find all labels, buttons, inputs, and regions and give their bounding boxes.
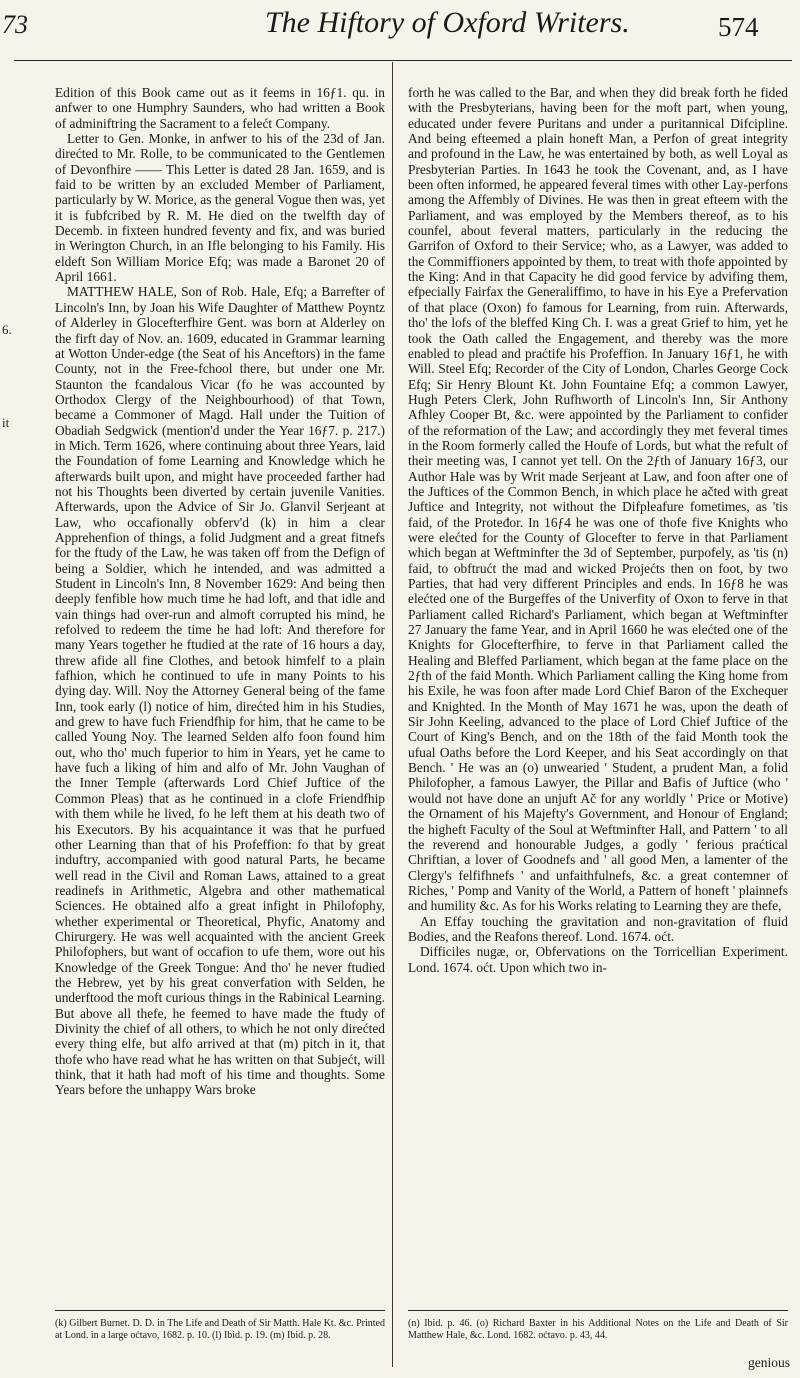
footnotes-right: (n) Ibid. p. 46. (o) Richard Baxter in his Additional Notes on the Life and Death of Sir Matthew Hale, &c. Lond. 1682. oćtavo. p. 43, 44.	[408, 1318, 788, 1341]
paragraph: MATTHEW HALE, Son of Rob. Hale, Efq; a Barrefter of Lincoln's Inn, by Joan his Wife Daughter of Matthew Poyntz of Alderley in Glocefterfhire Gent. was born at Alderley on the firft day of Nov. an. 1609, educated in Grammar learning at Wotton Under-edge (the Seat of his Anceftors) in the fame County, not in the Free-fchool there, but under one Mr. Staunton the fcandalous Vicar (fo he was accounted by Orthodox Clergy of the Neighbourhood) of that Town, became a Commoner of Magd. Hall under the Tuition of Obadiah Sedgwick (mention'd under the Year 16ƒ7. p. 217.) in Mich. Term 1626, where continuing about three Years, laid the Foundation of fome Learning and Knowledge which he afterwards built upon, and might have proceeded farther had not his Thoughts been diverted by certain juvenile Vanities. Afterwards, upon the Advice of Sir Jo. Glanvil Serjeant at Law, who occafionally obferv'd (k) in him a clear Apprehenfion of things, a folid Judgment and a great fitnefs for the ftudy of the Law, he was taken off from the Defign of being a Soldier, which he intended, and was admitted a Student in Lincoln's Inn, 8 November 1629: And being then deeply fenfible how much time he had loft, and that idle and vain things had over-run and almoft corrupted his mind, he refolved to redeem the time he had loft: And therefore for many Years together he ftudied at the rate of 16 hours a day, threw afide all fine Clothes, and betook himfelf to a plain fafhion, which he continued to ufe in many Points to his dying day. Will. Noy the Attorney General being of the fame Inn, took early (l) notice of him, direćted him in his Studies, and grew to have fuch Friendfhip for him, that he came to be called Young Noy. The learned Selden alfo foon found him out, who tho' much fuperior to him in Years, yet he came to have fuch a liking of him and alfo of Mr. John Vaughan of the Inner Temple (afterwards Lord Chief Juftice of the Common Pleas) that as he continued in a clofe Friendfhip with them while he lived, fo he left them at his death two of his Executors. By his acquaintance it was that he purfued other Learning than that of his Profeffion: fo that by great induftry, accompanied with good natural Parts, he became well read in the Civil and Roman Laws, attained to a great readinefs in Arithmetic, Algebra and other mathematical Sciences. He obtained alfo a great infight in Philofophy, whether experimental or Theoretical, Phyfic, Anatomy and Chirurgery. He was well acquainted with the ancient Greek Philofophers, but want of occafion to ufe them, wore out his Knowledge of the Greek Tongue: And tho' he never ftudied the Hebrew, yet by his great converfation with Selden, he underftood the moft curious things in the Rabinical Learning. But above all thefe, he feemed to have made the ftudy of Divinity the chief of all others, to which he not only direćted every thing elfe, but alfo arrived at that (m) pitch in it, that thofe who have read what he has written on that Subjećt, will think, that it hath had moft of his time and thoughts. Some Years before the unhappy Wars broke	[55, 284, 385, 1098]
paragraph: Difficiles nugæ, or, Obfervations on the Torricellian Experiment. Lond. 1674. oćt. Upon which two in-	[408, 944, 788, 975]
paragraph: Edition of this Book came out as it feems in 16ƒ1. qu. in anfwer to one Humphry Saunders, who had written a Book of adminiftring the Sacrament to a felećt Company.	[55, 85, 385, 131]
margin-note: 6.	[2, 322, 12, 337]
footnote-rule-right	[408, 1310, 788, 1311]
paragraph: forth he was called to the Bar, and when they did break forth he fided with the Presbyterians, having been for the moft part, when young, educated under fevere Puritans and under a puritannical Difcipline. And being efteemed a plain honeft Man, a Perfon of great integrity and profound in the Law, he was entertained by both, as well Loyal as Presbyterian Parties. In 1643 he took the Covenant, and, as I have been often informed, he appeared feveral times with other Lay-perfons among the Affembly of Divines. He was then in great efteem with the Parliament, and was employed by the Members thereof, as to his counfel, about feveral matters, particularly in the reducing the Garrifon of Oxford to their Service; who, as a Lawyer, was added to the Commiffioners appointed by them, to treat with thofe appointed by the King: And in that Capacity he did good fervice by advifing them, efpecially Fairfax the Generaliffimo, to have in his Eye a Prefervation of that place (Oxon) fo famous for Learning, from ruin. Afterwards, tho' the lofs of the bleffed King Ch. I. was a great Grief to him, yet he took the Oath called the Engagement, and thereby was the more enabled to plead and praćtife his Profeffion. In January 16ƒ1, he with Will. Steel Efq; Recorder of the City of London, Charles George Cock Efq; Sir Henry Blount Kt. John Fountaine Efq; a common Lawyer, Hugh Peters Clerk, John Rufhworth of Lincoln's Inn, Sir Anthony Afhley Cooper Bt, &c. were appointed by the Parliament to confider of the reformation of the Law; and accordingly they met feveral times in the Room formerly called the Houfe of Lords, but what the refult of their meeting was, I cannot yet tell. On the 2ƒth of January 16ƒ3, our Author Hale was by Writ made Serjeant at Law, and foon after one of the Juftices of the Common Bench, in which place he ačted with great Juftice and Integrity, not without the Difpleafure fometimes, as 'tis faid, of the Proteđor. In 16ƒ4 he was one of thofe five Knights who were elećted for the County of Glocefter to ferve in that Parliament which began at Weftminfter the 3d of September, purpofely, as 'tis (n) faid, to obftrućt the mad and wicked Projećts then on foot, by two Parties, that had very different Principles and ends. In 16ƒ8 he was elećted one of the Burgeffes of the Univerfity of Oxon to ferve in that Parliament called Richard's Parliament, which began at Weftminfter 27 January the fame Year, and in April 1660 he was elećted one of the Knights for Glocefterfhire, to ferve in that Parliament called the Healing and Bleffed Parliament, which began at the fame place on the 2ƒth of the faid Month. Which Parliament calling the King home from his Exile, he was foon after made Lord Chief Baron of the Exchequer and Knighted. In the Month of May 1671 he was, upon the death of Sir John Keeling, advanced to the place of Lord Chief Juftice of the Court of King's Bench, and on the 18th of the faid Month took the ufual Oaths before the Lord Keeper, and his Seat accordingly on that Bench. ' He was an (o) unwearied ' Student, a prudent Man, a folid Philofopher, a famous Lawyer, the Pillar and Bafis of Juftice (who ' would not have done an unjuft Ač for any worldly ' Price or Motive) the Ornament of his Majefty's Government, and Honour of England; the higheft Faculty of the Soul at Weftminfter Hall, and Pattern ' to all the reverend and honourable Judges, a godly ' ferious praćtical Chriftian, a lover of Goodnefs and ' all good Men, a lamenter of the Clergy's felfifhnefs ' and unfaithfulnefs, &c. a great contemner of Riches, ' Pomp and Vanity of the World, a Pattern of honeft ' plainnefs and humility &c. As for his Works relating to Learning they are thefe,	[408, 85, 788, 914]
paragraph: An Effay touching the gravitation and non-gravitation of fluid Bodies, and the Reafons thereof. Lond. 1674. oćt.	[408, 913, 788, 944]
catchword: genious	[748, 1355, 790, 1370]
running-title: The Hiftory of Oxford Writers.	[265, 6, 630, 39]
column-divider	[392, 62, 393, 1367]
page-number-left: 73	[2, 10, 28, 39]
footnotes-left: (k) Gilbert Burnet. D. D. in The Life and Death of Sir Matth. Hale Kt. &c. Printed at Lond. in a large oćtavo, 1682. p. 10. (l) Ibid. p. 19. (m) Ibid. p. 28.	[55, 1318, 385, 1341]
page-number-right: 574	[718, 12, 759, 42]
footnote-rule-left	[55, 1310, 385, 1311]
right-column	[408, 85, 788, 975]
paragraph: Letter to Gen. Monke, in anfwer to his of the 23d of Jan. direćted to Mr. Rolle, to be communicated to the Gentlemen of Devonfhire —— This Letter is dated 28 Jan. 1659, and is faid to be written by an excluded Member of Parliament, particularly by W. Morice, as the general Vogue then was, yet it is fubfcribed by R. M. He died on the twelfth day of Decemb. in fixteen hundred feventy and fix, and was buried in Werington Church, in an Ifle belonging to his Family. His eldeft Son William Morice Efq; was made a Baronet 20 of April 1661.	[55, 131, 385, 285]
margin-note: it	[2, 415, 10, 430]
left-column	[55, 85, 385, 1098]
header-rule	[14, 60, 792, 61]
